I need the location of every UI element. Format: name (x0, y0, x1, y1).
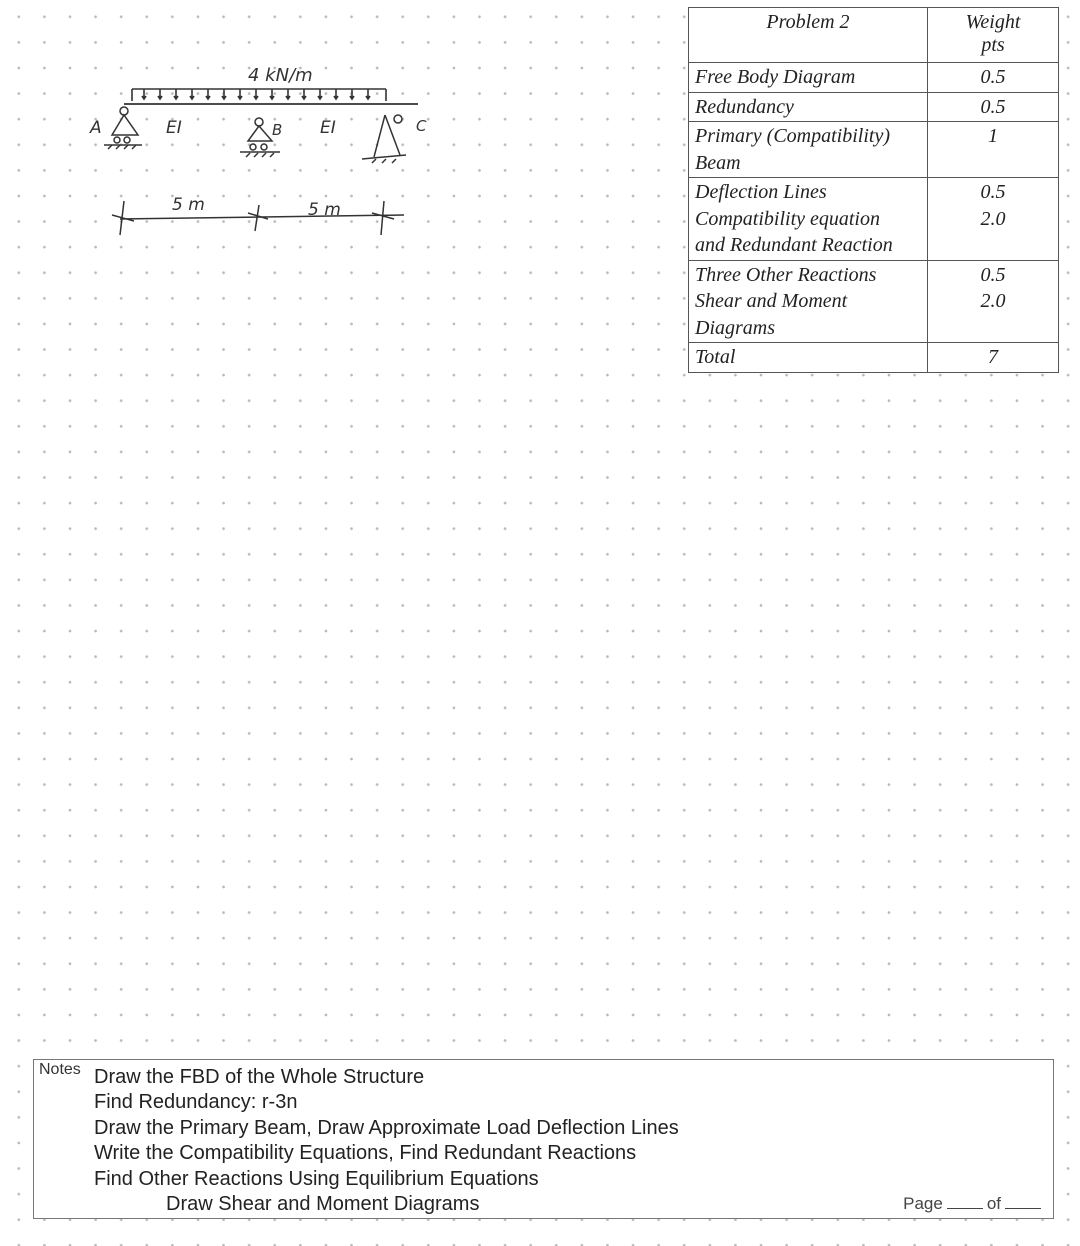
weight-cell: 7 (928, 343, 1059, 373)
weight-cell: 0.5 (928, 92, 1059, 122)
dimension-line (112, 201, 404, 235)
distributed-load-label: 4 kN/m (248, 65, 313, 86)
table-row (689, 260, 1059, 343)
weight-header: Weight pts (928, 8, 1059, 63)
criterion-cell: Free Body Diagram (689, 63, 928, 93)
notes-item: Find Other Reactions Using Equilibrium Equations (94, 1168, 539, 1190)
criterion-cell: Total (689, 343, 928, 373)
notes-box (33, 1059, 1054, 1219)
page-label: Page (903, 1194, 943, 1213)
weight-cell: 0.5 2.0 (928, 260, 1059, 343)
table-row (689, 92, 1059, 122)
table-row (689, 63, 1059, 93)
span-2-ei-label: EI (320, 118, 336, 138)
page-total-blank (1005, 1208, 1041, 1209)
notes-item: Find Redundancy: r-3n (94, 1091, 298, 1113)
criterion-cell: Primary (Compatibility) Beam (689, 122, 928, 178)
notes-item: Draw the Primary Beam, Draw Approximate Load Deflection Lines (94, 1117, 679, 1139)
table-header-row (689, 8, 1059, 63)
notes-label: Notes (39, 1061, 81, 1078)
problem-title-header: Problem 2 (689, 8, 928, 63)
beam-sketch (80, 55, 440, 245)
page-blank (947, 1208, 983, 1209)
distributed-load-arrows (132, 89, 386, 101)
support-b-label: B (272, 121, 283, 139)
notes-item: Draw Shear and Moment Diagrams (166, 1193, 480, 1215)
support-a-roller (104, 107, 142, 149)
criterion-cell: Redundancy (689, 92, 928, 122)
weight-cell: 0.5 (928, 63, 1059, 93)
span-1-length: 5 m (172, 195, 205, 215)
support-c-label: C (416, 117, 427, 135)
table-row (689, 122, 1059, 178)
support-c-pin (362, 115, 406, 163)
criterion-cell: Deflection Lines Compatibility equation and Redundant Reaction (689, 178, 928, 261)
table-row-total (689, 343, 1059, 373)
notes-item: Write the Compatibility Equations, Find Redundant Reactions (94, 1142, 637, 1164)
weight-cell: 0.5 2.0 (928, 178, 1059, 261)
span-2-length: 5 m (308, 200, 341, 220)
grading-table (688, 7, 1059, 373)
page-number-field (903, 1194, 1045, 1214)
criterion-cell: Three Other Reactions Shear and Moment Diagrams (689, 260, 928, 343)
span-1-ei-label: EI (166, 118, 182, 138)
support-a-label: A (90, 118, 102, 138)
notes-item: Draw the FBD of the Whole Structure (94, 1066, 425, 1088)
weight-cell: 1 (928, 122, 1059, 178)
table-row (689, 178, 1059, 261)
of-label: of (986, 1194, 1001, 1213)
